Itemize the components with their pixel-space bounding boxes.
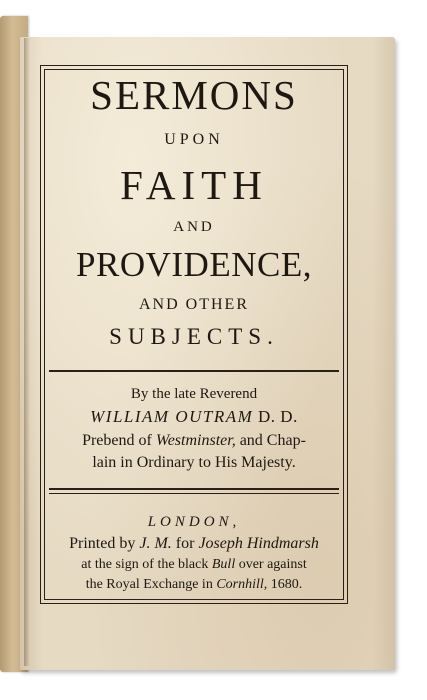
author-name: WILLIAM OUTRAM <box>90 407 254 426</box>
title-and: AND <box>173 219 215 235</box>
printed-prefix: Printed by <box>69 535 136 552</box>
prebend-prefix: Prebend of <box>82 432 152 449</box>
royal-place: Cornhill, <box>216 577 268 592</box>
sign-name: Bull <box>211 557 236 572</box>
gutter-shadow <box>24 38 30 666</box>
title-upon: UPON <box>164 131 224 148</box>
printer-initials: J. M. <box>139 535 172 552</box>
title-sermons: SERMONS <box>90 72 298 118</box>
prebend-line <box>44 430 344 451</box>
prebend-suffix: and Chap- <box>239 432 306 449</box>
imprint-royal-line <box>44 575 344 595</box>
chaplain-line: lain in Ordinary to His Majesty. <box>92 454 296 471</box>
divider-rule-top <box>49 370 339 372</box>
title-providence: PROVIDENCE, <box>76 245 312 284</box>
author-line <box>44 406 344 428</box>
royal-prefix: the Royal Exchange in <box>85 577 213 592</box>
author-by-line: By the late Reverend <box>130 386 258 402</box>
imprint-printer-line <box>44 533 344 554</box>
divider-rule-bottom-thin <box>49 493 339 494</box>
title-and-other: AND OTHER <box>139 296 249 313</box>
sign-prefix: at the sign of the black <box>81 557 209 572</box>
bookseller-name: Joseph Hindmarsh <box>198 535 319 552</box>
sign-suffix: over against <box>238 557 307 572</box>
imprint-city: LONDON, <box>147 514 241 530</box>
divider-rule-bottom-thick <box>49 488 339 490</box>
prebend-place: Westminster, <box>155 432 236 449</box>
imprint-sign-line <box>44 555 344 575</box>
for-word: for <box>175 535 195 552</box>
title-subjects: SUBJECTS. <box>109 324 279 349</box>
title-faith: FAITH <box>120 162 268 208</box>
imprint-year: 1680. <box>270 577 303 592</box>
author-degree: D. D. <box>258 407 298 426</box>
